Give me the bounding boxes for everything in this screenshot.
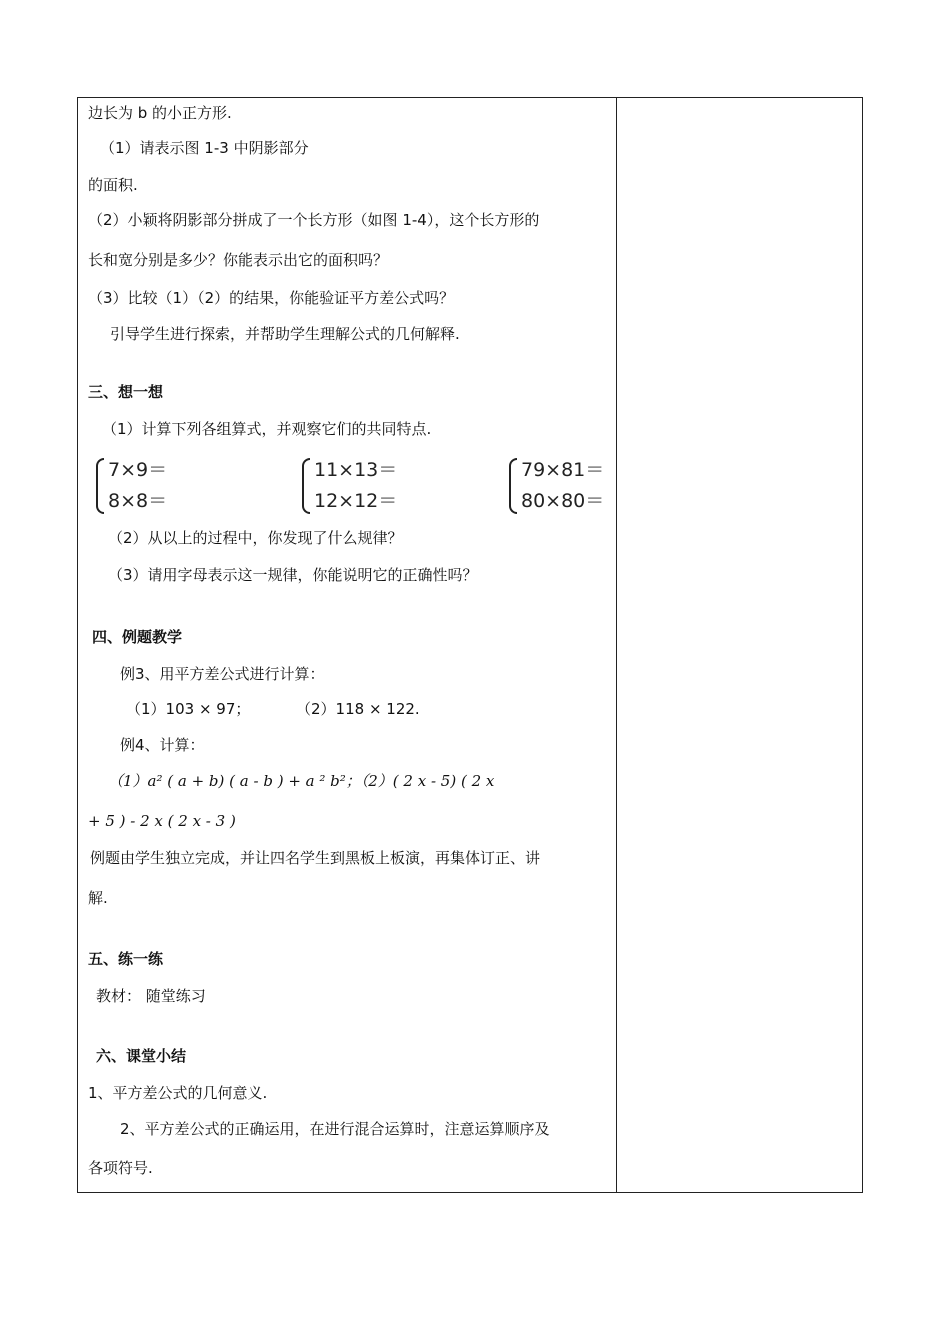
text-line: 教材： 随堂练习 (96, 987, 206, 1005)
brace-symbol (302, 458, 310, 514)
text-line: 解. (88, 889, 108, 907)
equation: 12×12＝ (314, 490, 398, 512)
text-line: 引导学生进行探索，并帮助学生理解公式的几何解释. (110, 325, 460, 343)
text-line: （1）计算下列各组算式，并观察它们的共同特点. (102, 420, 432, 438)
equation: 11×13＝ (314, 459, 398, 481)
equation: 8×8＝ (108, 490, 168, 512)
text-line: 2、平方差公式的正确运用，在进行混合运算时，注意运算顺序及 (120, 1120, 550, 1138)
text-line: 例3、用平方差公式进行计算： (120, 665, 325, 683)
text-line: （3）请用字母表示这一规律，你能说明它的正确性吗？ (108, 566, 478, 584)
text-line: 例4、计算： (120, 736, 205, 754)
text-line: （3）比较（1）（2）的结果，你能验证平方差公式吗？ (88, 289, 455, 307)
equation-pair (509, 456, 609, 518)
equation: 79×81＝ (521, 459, 605, 481)
text-line: （1）请表示图 1-3 中阴影部分 (100, 139, 309, 157)
column-divider (616, 98, 617, 1192)
lesson-table (77, 97, 863, 1193)
text-line: （2）118 × 122. (296, 700, 420, 718)
section-heading: 四、例题教学 (92, 628, 183, 646)
equation: 7×9＝ (108, 459, 168, 481)
text-line: （2）从以上的过程中，你发现了什么规律？ (108, 529, 403, 547)
text-line: 1、平方差公式的几何意义. (88, 1084, 268, 1102)
math-line: + 5 ) - 2 x ( 2 x - 3 ) (88, 812, 236, 830)
text-line: （1）103 × 97； (126, 700, 251, 718)
math-line: （1）a² ( a + b) ( a - b ) + a ² b²；（2）( 2 x - 5) ( 2 x (108, 772, 495, 790)
brace-symbol (509, 458, 517, 514)
text-line: 长和宽分别是多少？你能表示出它的面积吗？ (88, 251, 389, 269)
text-line: 各项符号. (88, 1159, 153, 1177)
section-heading: 五、练一练 (88, 950, 164, 968)
section-heading: 六、课堂小结 (96, 1047, 187, 1065)
equation: 80×80＝ (521, 490, 605, 512)
text-line: 的面积. (88, 176, 138, 194)
section-heading: 三、想一想 (88, 383, 164, 401)
text-line: （2）小颖将阴影部分拼成了一个长方形（如图 1-4），这个长方形的 (88, 211, 540, 229)
brace-symbol (96, 458, 104, 514)
equation-pair (302, 456, 422, 518)
text-line: 例题由学生独立完成，并让四名学生到黑板上板演，再集体订正、讲 (90, 849, 541, 867)
text-line: 边长为 b 的小正方形. (88, 104, 232, 122)
equation-pair (96, 456, 196, 518)
